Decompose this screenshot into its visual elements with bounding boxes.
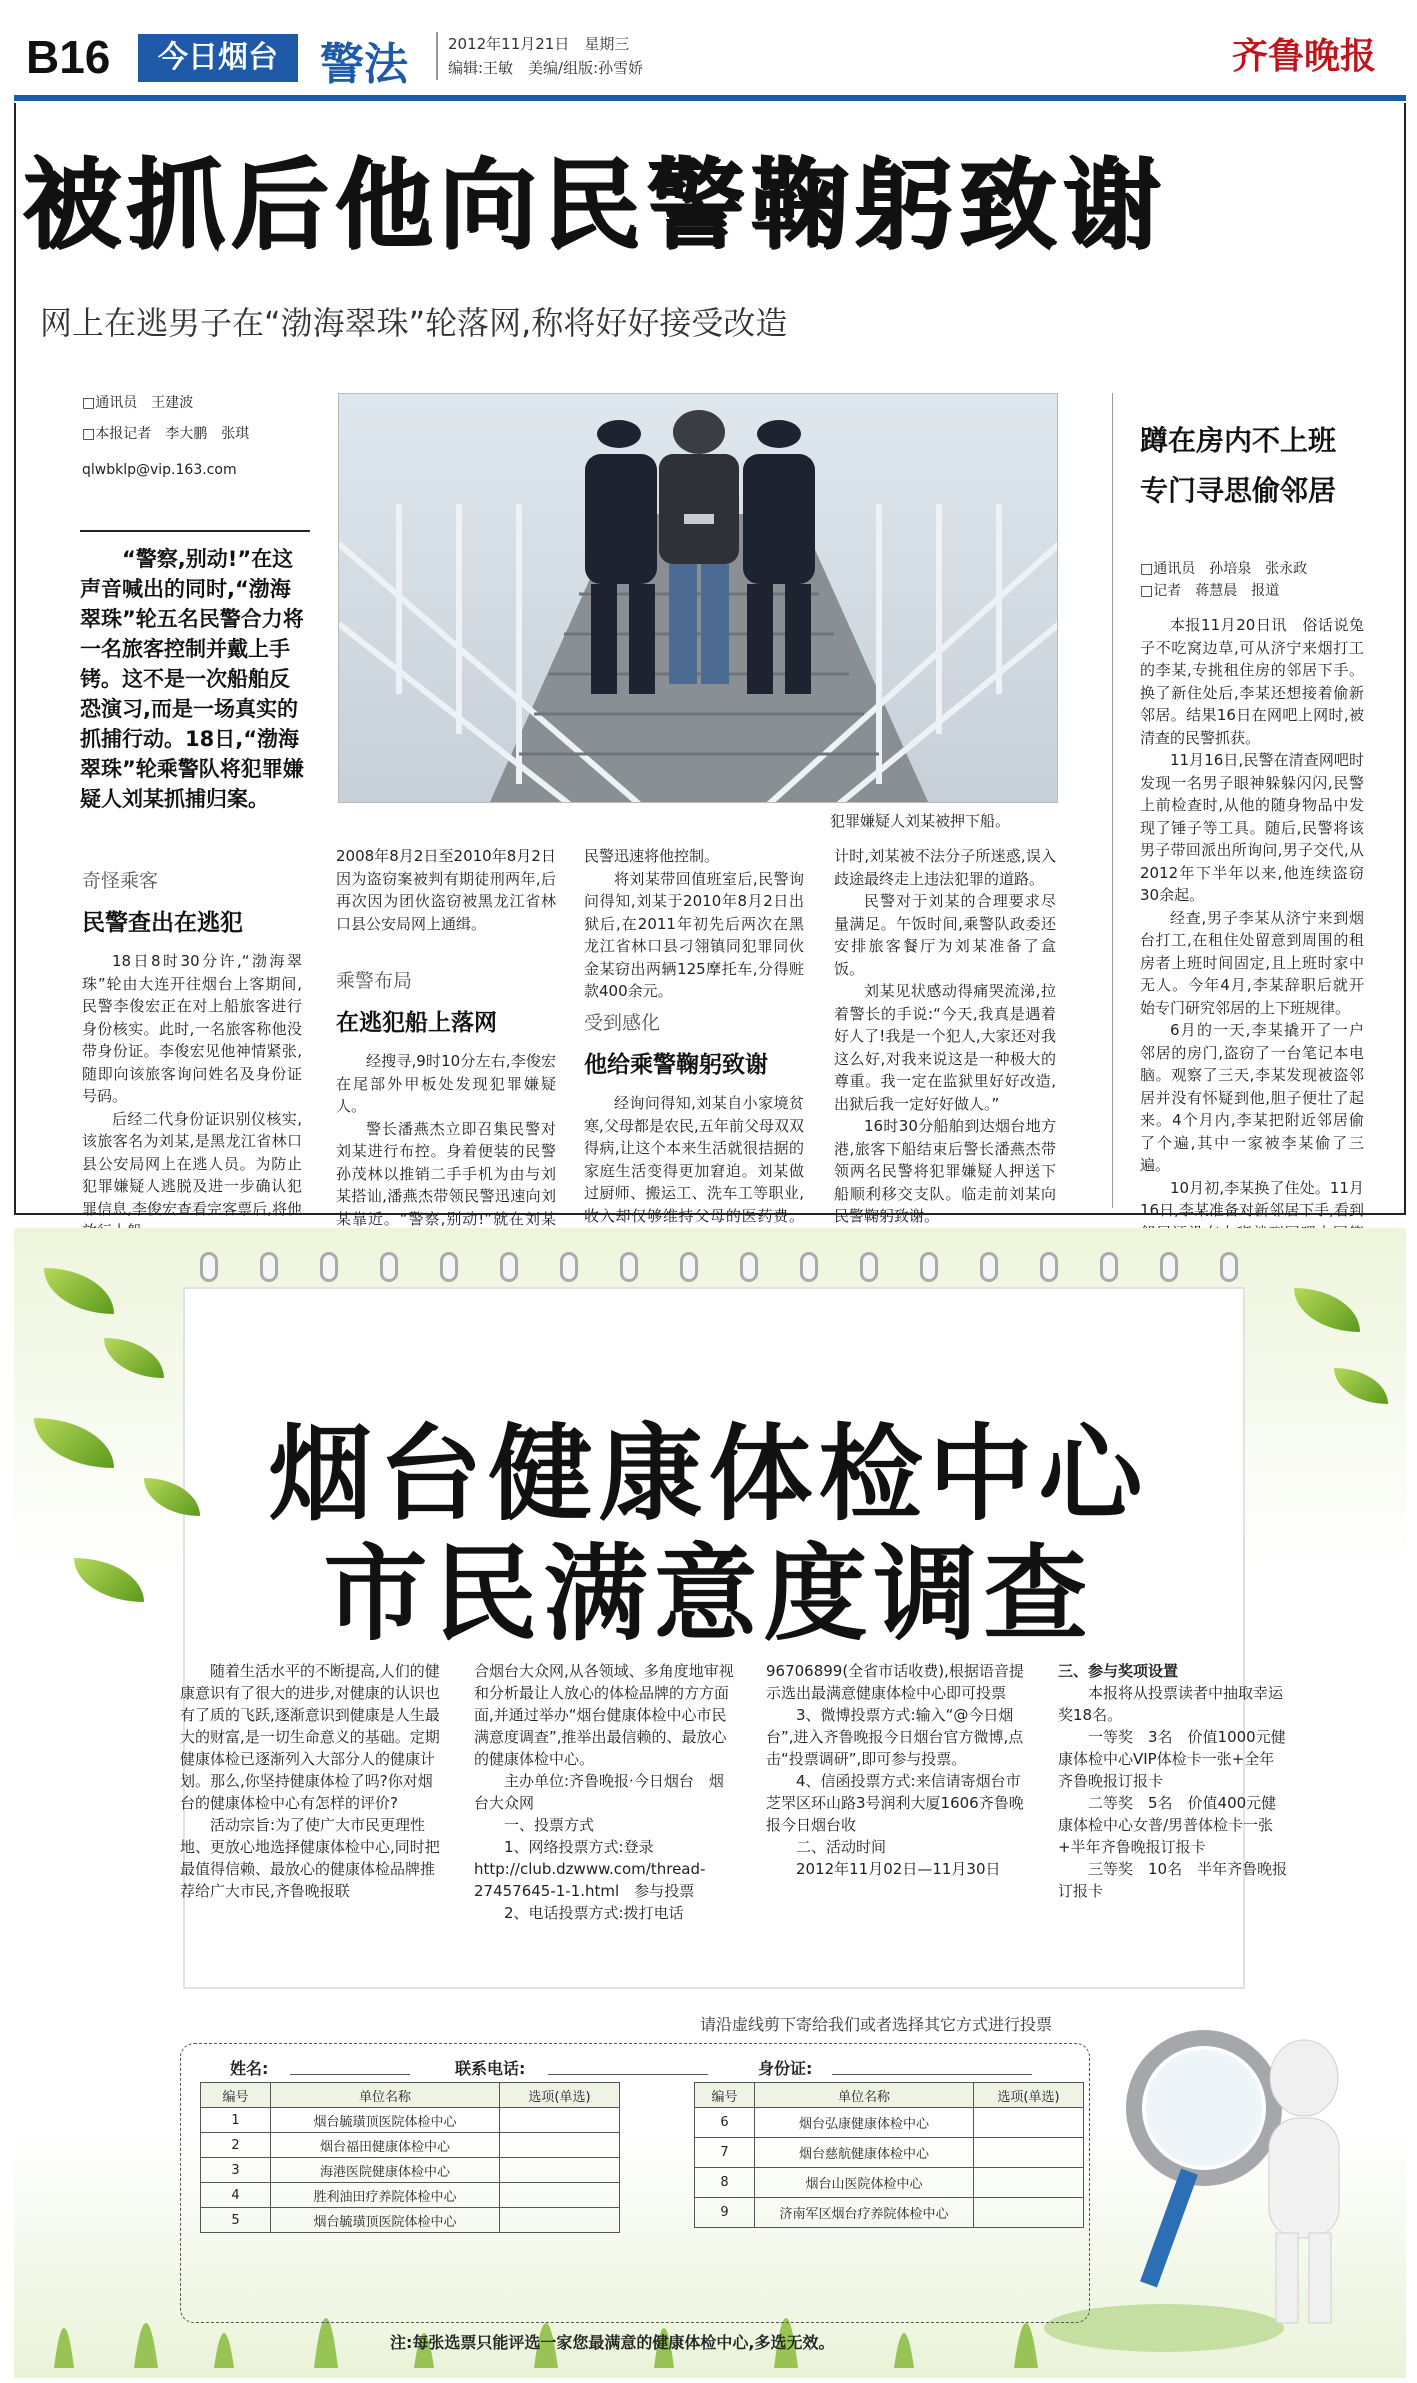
row-number: 9 [695, 2198, 755, 2228]
story-paragraph: 民警对于刘某的合理要求尽量满足。午饭时间,乘警队政委还安排旅客餐厅为刘某准备了盒饭。 [834, 892, 1056, 978]
section-tag: 今日烟台 [138, 34, 298, 82]
ad-title-2: 市民满意度调查 [323, 1533, 1094, 1655]
ad-column-1 [180, 1660, 442, 1902]
ad-paragraph: 2012年11月02日—11月30日 [796, 1860, 1001, 1878]
vote-checkbox[interactable] [500, 2158, 620, 2183]
row-org: 烟台弘康健康体检中心 [755, 2108, 974, 2138]
table-header: 编号 [695, 2083, 755, 2108]
story-paragraph: 民警迅速将他控制。 [584, 847, 720, 865]
ad-paragraph: 4、信函投票方式:来信请寄烟台市芝罘区环山路3号润利大厦1606齐鲁晚报今日烟台收 [766, 1772, 1024, 1834]
row-org: 烟台山医院体检中心 [755, 2168, 974, 2198]
row-org: 烟台慈航健康体检中心 [755, 2138, 974, 2168]
sidebar-headline [1140, 416, 1336, 516]
phone-field[interactable] [548, 2074, 708, 2075]
sidebar-title-2: 专门寻思偷邻居 [1140, 474, 1337, 507]
issue-meta [436, 32, 643, 80]
table-row [201, 2158, 620, 2183]
headline: 被抓后他向民警鞠躬致谢 [22, 148, 1167, 262]
story-column-1 [82, 950, 302, 1265]
binder-ring [200, 1252, 218, 1282]
story-paragraph: 16时30分船舶到达烟台地方港,旅客下船结束后警长潘燕杰带领两名民警将犯罪嫌疑人押送下船顺利移交支队。临走前刘某向民警鞠躬致谢。 [834, 1117, 1056, 1225]
sidebar-byline-2: □记者 蒋慧晨 报道 [1140, 583, 1280, 599]
table-row [201, 2183, 620, 2208]
name-label: 姓名: [230, 2059, 269, 2078]
table-row [695, 2138, 1084, 2168]
ad-paragraph: 本报将从投票读者中抽取幸运奖18名。 [1058, 1684, 1284, 1724]
table-header: 选项(单选) [500, 2083, 620, 2108]
row-number: 7 [695, 2138, 755, 2168]
binder-ring [980, 1252, 998, 1282]
subhead-2: 在逃犯船上落网 [336, 1010, 497, 1036]
story-paragraph: 计时,刘某被不法分子所迷惑,误入歧途最终走上违法犯罪的道路。 [834, 847, 1056, 888]
table-row [695, 2198, 1084, 2228]
ad-paragraph: 主办单位:齐鲁晚报·今日烟台 烟台大众网 [474, 1772, 724, 1812]
story-paragraph: 警长潘燕杰立即召集民警对刘某进行布控。身着便装的民警孙茂林以推销二手手机为由与刘某搭讪,潘燕杰带领民警迅速向刘某靠近。“警察,别动!”就在刘某 [336, 1119, 556, 1228]
binder-ring [560, 1252, 578, 1282]
vote-checkbox[interactable] [974, 2198, 1084, 2228]
row-org: 烟台毓璜顶医院体检中心 [271, 2108, 500, 2133]
cut-instruction: 请沿虚线剪下寄给我们或者选择其它方式进行投票 [700, 2015, 1053, 2034]
story-column-3b [584, 1092, 804, 1250]
binder-ring [920, 1252, 938, 1282]
row-number: 4 [201, 2183, 271, 2208]
issue-date: 2012年11月21日 星期三 [448, 35, 630, 53]
section-title: 警法 [320, 39, 408, 90]
binder-ring [1160, 1252, 1178, 1282]
ad-paragraph: 96706899(全省市话收费),根据语音提示选出最满意健康体检中心即可投票 [766, 1662, 1024, 1702]
row-org: 胜利油田疗养院体检中心 [271, 2183, 500, 2208]
ad-paragraph: 3、微博投票方式:输入“@今日烟台”,进入齐鲁晚报今日烟台官方微博,点击“投票调研”,即可参与投票。 [766, 1706, 1024, 1768]
vote-checkbox[interactable] [974, 2138, 1084, 2168]
story-column-2 [336, 845, 556, 935]
binder-ring [860, 1252, 878, 1282]
binder-ring [620, 1252, 638, 1282]
subhead-3: 他给乘警鞠躬致谢 [584, 1052, 768, 1078]
subheadline: 网上在逃男子在“渤海翠珠”轮落网,称将好好接受改造 [40, 304, 788, 342]
table-row [695, 2108, 1084, 2138]
table-row [695, 2168, 1084, 2198]
ad-paragraph: 2、电话投票方式:拨打电话 [504, 1904, 684, 1922]
ad-paragraph: 1、网络投票方式:登录http://club.dzwww.com/thread-27457645-1-1.html 参与投票 [474, 1838, 706, 1900]
table-row [201, 2208, 620, 2233]
ad-paragraph: 二等奖 5名 价值400元健康体检中心女普/男普体检卡一张+半年齐鲁晚报订报卡 [1058, 1794, 1277, 1856]
sidebar-paragraph: 10月初,李某换了住处。11月16日,李某准备对新邻居下手,看到 [1140, 1178, 1364, 1219]
ad-paragraph: 三、参与奖项设置 [1058, 1662, 1179, 1680]
kicker-2: 乘警布局 [336, 970, 413, 992]
vote-checkbox[interactable] [974, 2108, 1084, 2138]
byline-1: □通讯员 王建波 [82, 395, 194, 411]
ballot-table-right [694, 2082, 1084, 2228]
binder-ring [800, 1252, 818, 1282]
photo-illustration [339, 394, 1058, 803]
binder-ring [260, 1252, 278, 1282]
table-header: 单位名称 [271, 2083, 500, 2108]
byline-2: □本报记者 李大鹏 张琪 [82, 426, 250, 442]
row-org: 济南军区烟台疗养院体检中心 [755, 2198, 974, 2228]
vote-checkbox[interactable] [500, 2208, 620, 2233]
header-rule [14, 95, 1406, 101]
lead-paragraph: “警察,别动!”在这声音喊出的同时,“渤海翠珠”轮五名民警合力将一名旅客控制并戴上手铐。这不是一次船舶反恐演习,而是一场真实的抓捕行动。18日,“渤海翠珠”轮乘警队将犯罪嫌疑人刘某抓捕归案。 [80, 530, 310, 814]
story-paragraph: 经询问得知,刘某自小家境贫寒,父母都是农民,五年前父母双双得病,让这个本来生活就很拮据的家庭生活变得更加窘迫。刘某做过厨师、搬运工、洗车工等职业,收入却仅够维持父母的医药费。 [584, 1094, 804, 1225]
binder-ring [1220, 1252, 1238, 1282]
row-org: 烟台福田健康体检中心 [271, 2133, 500, 2158]
ad-column-3 [766, 1660, 1028, 1880]
newspaper-logo: 齐鲁晚报 [1232, 35, 1377, 77]
story-paragraph: 后经二代身份证识别仪核实,该旅客名为刘某,是黑龙江省林口县公安局网上在逃人员。为防止犯罪嫌疑人逃脱及进一步确认犯罪信息,李俊宏查看完客票后,将他 [82, 1109, 302, 1218]
ad-paragraph: 一等奖 3名 价值1000元健康体检中心VIP体检卡一张+全年齐鲁晚报订报卡 [1058, 1728, 1286, 1790]
ad-column-2 [474, 1660, 736, 1924]
ad-paragraph: 活动宗旨:为了使广大市民更理性地、更放心地选择健康体检中心,同时把最值得信赖、最放心的健康体检品牌推荐给广大市民,齐鲁晚报联 [180, 1816, 440, 1900]
sidebar-paragraph: 6月的一天,李某撬开了一户邻居的房门,盗窃了一台笔记本电脑。观察了三天,李某发现被盗邻居并没有怀疑到他,胆子便壮了起来。4个月内,李某把附近邻居偷了个遍,其中一家被李某偷了三遍。 [1140, 1021, 1364, 1174]
binder-ring [380, 1252, 398, 1282]
ad-paragraph: 一、投票方式 [504, 1816, 595, 1834]
ad-paragraph: 合烟台大众网,从各领域、多角度地审视和分析最让人放心的体检品牌的方方面面,并通过举办“烟台健康体检中心市民满意度调查”,推举出最信赖的、最放心的健康体检中心。 [474, 1662, 734, 1768]
binder-ring [320, 1252, 338, 1282]
sidebar-byline-1: □通讯员 孙培泉 张永政 [1140, 561, 1308, 577]
vote-checkbox[interactable] [500, 2133, 620, 2158]
binder-ring [740, 1252, 758, 1282]
page-header [0, 0, 1417, 90]
kicker-1: 奇怪乘客 [82, 870, 159, 892]
binder-ring [440, 1252, 458, 1282]
row-org: 烟台毓璜顶医院体检中心 [271, 2208, 500, 2233]
vote-checkbox[interactable] [500, 2108, 620, 2133]
binder-ring [680, 1252, 698, 1282]
row-number: 5 [201, 2208, 271, 2233]
name-field[interactable] [290, 2074, 410, 2075]
ad-column-4 [1058, 1660, 1288, 1902]
sidebar-body [1140, 614, 1364, 1312]
story-paragraph: 刘某见状感动得痛哭流涕,拉着警长的手说:“今天,我真是遇着好人了!我是一个犯人,大家还对我这么好,对我来说这是一种极大的尊重。我一定在监狱里好好改造,出狱后我一定好好做人。” [834, 982, 1056, 1113]
table-row [201, 2133, 620, 2158]
row-number: 1 [201, 2108, 271, 2133]
arrest-photo [338, 393, 1058, 803]
ad-title-1: 烟台健康体检中心 [268, 1413, 1149, 1535]
table-header: 单位名称 [755, 2083, 974, 2108]
kicker-3: 受到感化 [584, 1012, 661, 1034]
sidebar-paragraph: 本报11月20日讯 俗话说兔子不吃窝边草,可从济宁来烟打工的李某,专挑租住房的邻居下手。换了新住处后,李某还想接着偷新邻居。结果16日在网吧上网时,被清查的民警抓获。 [1140, 616, 1364, 747]
story-paragraph: 将刘某带回值班室后,民警询问得知,刘某于2010年8月2日出狱后,在2011年初先后两次在黑龙江省林口县刁翎镇同犯罪同伙金某窃出两辆125摩托车,分得赃款400余元。 [584, 869, 804, 1000]
id-field[interactable] [832, 2074, 1032, 2075]
binder-ring [500, 1252, 518, 1282]
vote-checkbox[interactable] [974, 2168, 1084, 2198]
row-number: 8 [695, 2168, 755, 2198]
ad-paragraph: 随着生活水平的不断提高,人们的健康意识有了很大的进步,对健康的认识也有了质的飞跃,逐渐意识到健康是人生最大的财富,是一切生命意义的基础。定期健康体检已逐渐列入大部分人的健康计划。那么,你坚持健康体检了吗?你对烟台的健康体检中心有怎样的评价? [180, 1662, 440, 1812]
story-paragraph: 2008年8月2日至2010年8月2日因为盗窃案被判有期徒刑两年,后再次因为团伙盗窃被黑龙江省林口县公安局网上通缉。 [336, 847, 556, 933]
ballot-table-left [200, 2082, 620, 2233]
binder-ring [1100, 1252, 1118, 1282]
ad-paragraph: 二、活动时间 [796, 1838, 887, 1856]
story-column-3 [584, 845, 804, 1003]
story-paragraph: 18日8时30分许,“渤海翠珠”轮由大连开往烟台上客期间,民警李俊宏正在对上船旅客进行身份核实。此时,一名旅客称他没带身份证。李俊宏见他神情紧张,随即向该旅客询问姓名及身份证号码。 [82, 952, 302, 1105]
page-number: B16 [26, 31, 111, 83]
photo-caption: 犯罪嫌疑人刘某被押下船。 [830, 812, 1011, 830]
id-label: 身份证: [758, 2059, 813, 2078]
sidebar-title-1: 蹲在房内不上班 [1140, 424, 1337, 457]
row-org: 海港医院健康体检中心 [271, 2158, 500, 2183]
phone-label: 联系电话: [455, 2059, 526, 2078]
ad-paragraph: 三等奖 10名 半年齐鲁晚报订报卡 [1058, 1860, 1288, 1900]
story-paragraph: 经搜寻,9时10分左右,李俊宏在尾部外甲板处发现犯罪嫌疑人。 [336, 1052, 556, 1115]
story-column-2b [336, 1050, 556, 1253]
table-header: 编号 [201, 2083, 271, 2108]
row-number: 2 [201, 2133, 271, 2158]
sidebar-paragraph: 11月16日,民警在清查网吧时发现一名男子眼神躲躲闪闪,民警上前检查时,从他的随身物品中发现了锤子等工具。随后,民警将该男子带回派出所询问,男子交代,从2012年下半年以来,他连续盗窃30余起。 [1140, 751, 1364, 904]
binder-ring [1040, 1252, 1058, 1282]
sidebar-paragraph: 经查,男子李某从济宁来到烟台打工,在租住处留意到周围的租房者上班时间固定,且上班时家中无人。今年4月,李某辞职后就开始专门研究邻居的上下班规律。 [1140, 908, 1364, 1017]
byline-email: qlwbklp@vip.163.com [82, 462, 237, 478]
table-header: 选项(单选) [974, 2083, 1084, 2108]
ballot-footnote: 注:每张选票只能评选一家您最满意的健康体检中心,多选无效。 [390, 2333, 835, 2352]
subhead-1: 民警查出在逃犯 [82, 910, 243, 936]
table-row [201, 2108, 620, 2133]
issue-editor: 编辑:王敏 美编/组版:孙雪娇 [448, 59, 644, 77]
row-number: 6 [695, 2108, 755, 2138]
story-column-4 [834, 845, 1056, 1228]
column-divider [1112, 393, 1113, 1208]
row-number: 3 [201, 2158, 271, 2183]
vote-checkbox[interactable] [500, 2183, 620, 2208]
